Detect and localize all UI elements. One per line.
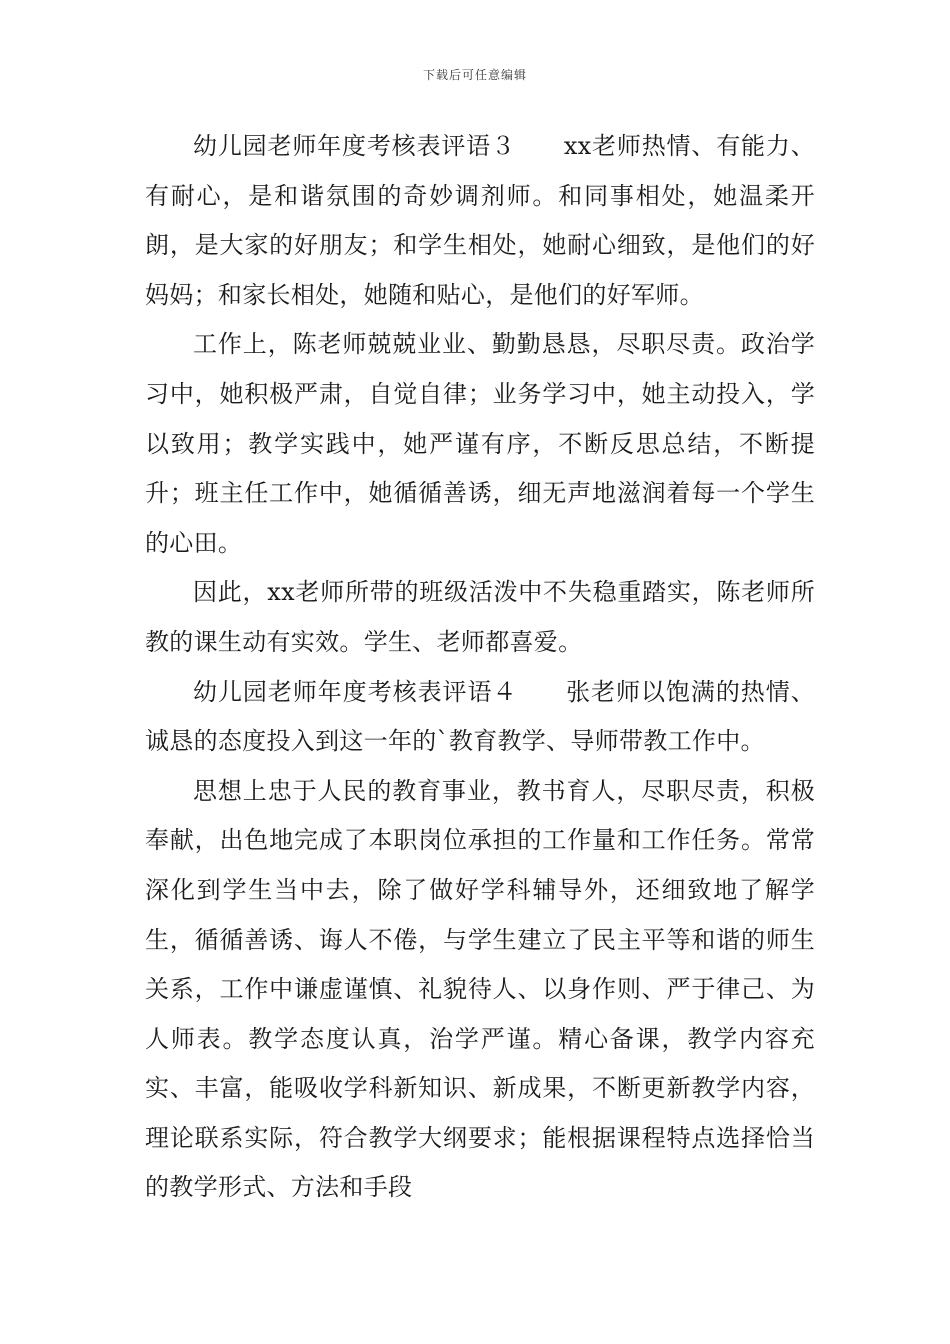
paragraph-conclusion: [145, 568, 815, 667]
section-title-review-4: 幼儿园老师年度考核表评语４: [193, 677, 518, 706]
paragraph-text: 工作上，陈老师兢兢业业、勤勤恳恳，尽职尽责。政治学习中，她积极严肃，自觉自律；业务学习中，她主动投入，学以致用；教学实践中，她严谨有序，不断反思总结，不断提升；班主任工作中，她循循善诱，细无声地滋润着每一个学生的心田。: [145, 330, 815, 557]
paragraph-text: 思想上忠于人民的教育事业，教书育人，尽职尽责，积极奉献，出色地完成了本职岗位承担的工作量和工作任务。常常深化到学生当中去，除了做好学科辅导外，还细致地了解学生，循循善诱、诲人不倦，与学生建立了民主平等和谐的师生关系，工作中谦虚谨慎、礼貌待人、以身作则、严于律己、为人师表。教学态度认真，治学严谨。精心备课，教学内容充实、丰富，能吸收学科新知识、新成果，不断更新教学内容，理论联系实际，符合教学大纲要求；能根据课程特点选择恰当的教学形式、方法和手段: [145, 776, 815, 1202]
paragraph-text: 因此，xx老师所带的班级活泼中不失稳重踏实，陈老师所教的课生动有实效。学生、老师都喜爱。: [145, 578, 815, 656]
page-header-note: 下载后可任意编辑: [422, 68, 527, 82]
document-body: [145, 122, 815, 1213]
paragraph-work: [145, 320, 815, 568]
paragraph-text: xx老师热情、有能力、有耐心，是和谐氛围的奇妙调剂师。和同事相处，她温柔开朗，是大家的好朋友；和学生相处，她耐心细致，是他们的好妈妈；和家长相处，她随和贴心，是他们的好军师。: [145, 132, 815, 309]
paragraph-text: 张老师以饱满的热情、诚恳的态度投入到这一年的`教育教学、导师带教工作中。: [145, 677, 815, 756]
paragraph-review-4: [145, 668, 815, 767]
paragraph-review-3: [145, 122, 815, 320]
section-title-review-3: 幼儿园老师年度考核表评语３: [193, 132, 516, 160]
paragraph-thought: [145, 767, 815, 1213]
